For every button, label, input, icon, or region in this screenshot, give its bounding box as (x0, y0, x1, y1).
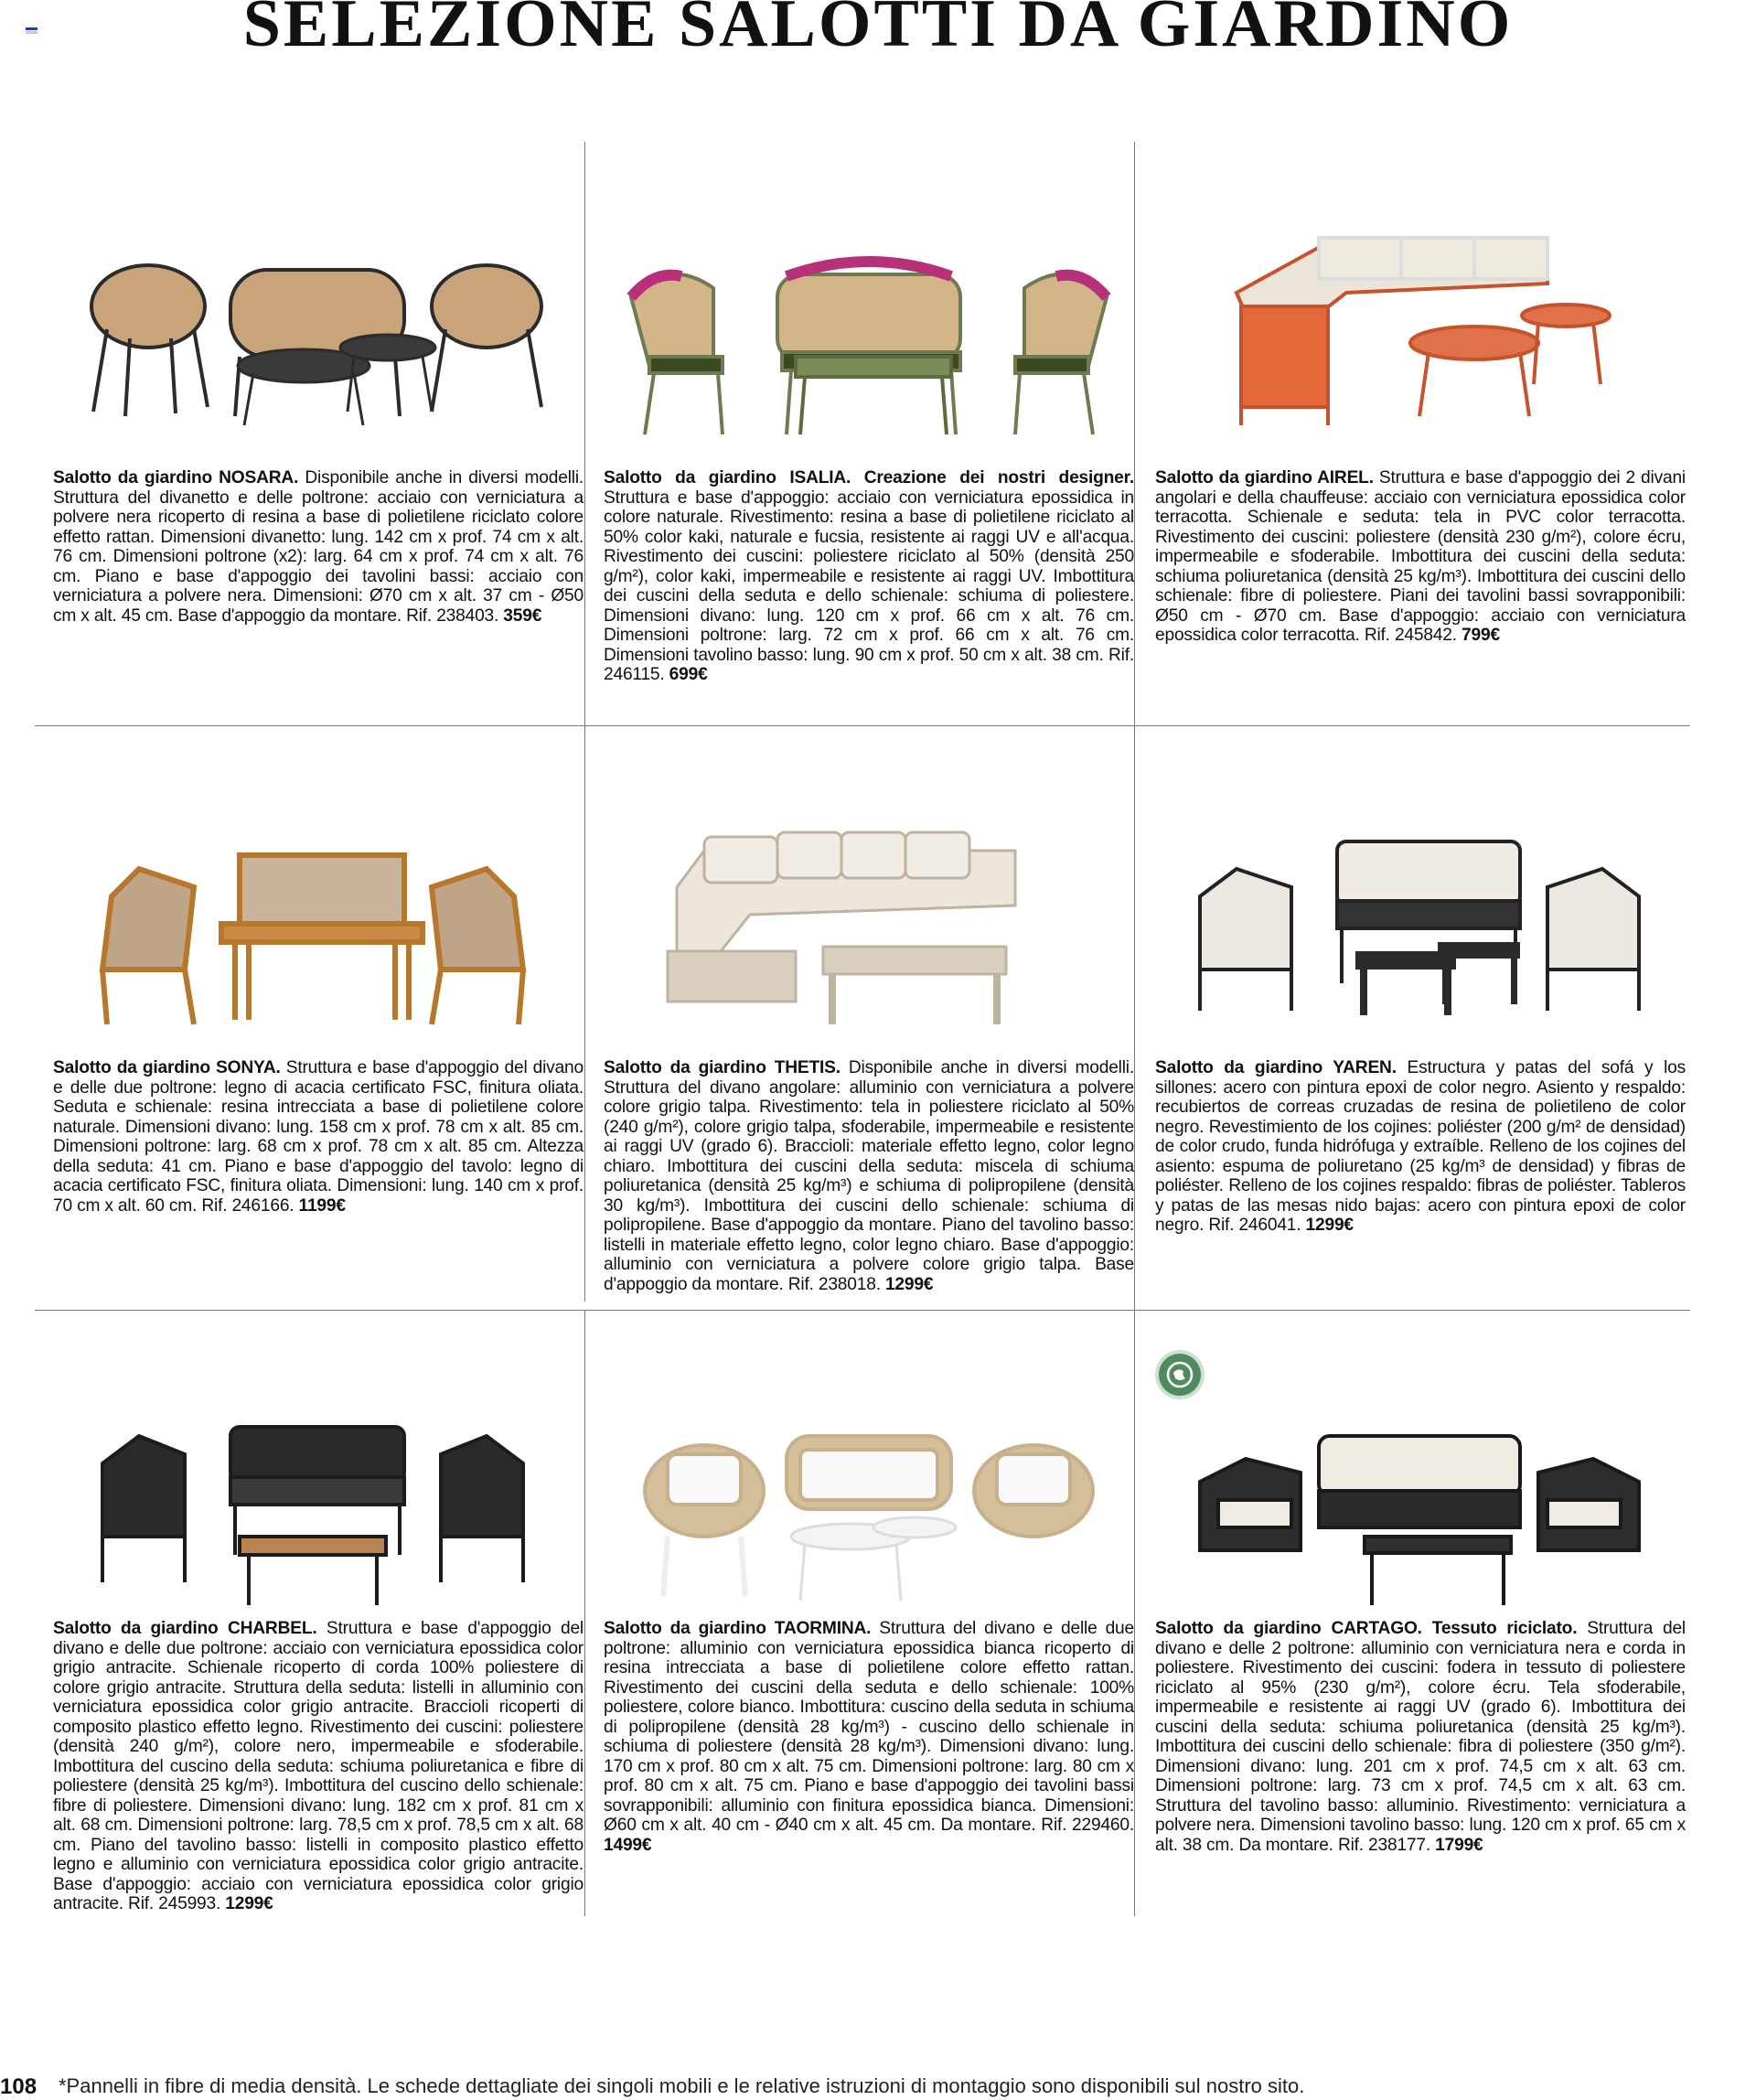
product-image-isalia (604, 210, 1134, 448)
product-description-thetis (604, 1058, 1134, 1294)
product-text: Struttura e base d'appoggio del divano e delle due poltrone: acciaio con verniciatura epossidica color grigio antracite. Schienale ricoperto di corda 100% poliestere di colore grigio antracite. Struttura della seduta: listelli in alluminio con verniciatura epossidica color grigio antracite. Braccioli ricoperti di composito plastico effetto legno. Rivestimento dei cuscini: poliestere (densità 240 g/m²), colore nero, impermeabile e sfoderabile. Imbottitura del cuscino della seduta: schiuma poliuretanica e fibre di poliestere (densità 25 kg/m³). Imbottitura del cuscino dello schienale: fibre di poliestere. Dimensioni divano: lung. 182 cm x prof. 81 cm x alt. 68 cm. Dimensioni poltrone: larg. 78,5 cm x prof. 78,5 cm x alt. 68 cm. Piano del tavolino basso: listelli in composito plastico effetto legno e alluminio con verniciatura epossidica color grigio antracite. Base d'appoggio: acciaio con verniciatura epossidica color grigio antracite. Rif. 245993. (53, 1619, 584, 1913)
product-description-sonya (53, 1058, 584, 1216)
product-image-airel (1154, 210, 1685, 448)
footnote: *Pannelli in fibre di media densità. Le schede dettagliate dei singoli mobili e le relative istruzioni di montaggio sono disponibili sul nostro sito. (59, 2074, 1305, 2097)
column-divider (584, 142, 585, 1302)
product-price: 1799€ (1435, 1835, 1483, 1855)
product-description-isalia (604, 468, 1134, 685)
product-text: Estructura y patas del sofá y los sillones: acero con pintura epoxi de color negro. Asiento y respaldo: recubiertos de correas cruzadas de resina de polietileno de color negro. Revestimiento de los cojines: poliéster (200 g/m² de densidad) de color crudo, funda hidrófuga y extraíble. Relleno de los cojines del asiento: espuma de poliuretano (25 kg/m³ de densidad) y fibras de poliéster. Relleno de los cojines respaldo: fibras de poliéster. Tableros y patas de las mesas nido bajas: acero con pintura epoxi de color negro. Rif. 246041. (1155, 1058, 1686, 1235)
product-text: Struttura del divano e delle due poltrone: alluminio con verniciatura epossidica bianca ricoperto di resina intrecciata a base di polietilene colore effetto rattan. Rivestimento dei cuscini della seduta e dello schienale: 100% poliestere, colore bianco. Imbottitura: cuscino della seduta in schiuma di polipropilene (densità 28 kg/m³) - cuscino dello schienale in schiuma di poliestere (densità 28 kg/m³). Dimensioni divano: lung. 170 cm x prof. 80 cm x alt. 75 cm. Dimensioni poltrone: larg. 80 cm x prof. 80 cm x alt. 75 cm. Piano e base d'appoggio dei tavolini bassi sovrapponibili: alluminio con finitura epossidica bianca. Dimensioni: Ø60 cm x alt. 40 cm - Ø40 cm x alt. 45 cm. Da montare. Rif. 229460. (604, 1619, 1134, 1835)
row-divider (35, 725, 1690, 726)
product-name: Salotto da giardino CHARBEL. (53, 1619, 317, 1638)
product-price: 1199€ (298, 1195, 346, 1216)
product-image-charbel (48, 1390, 578, 1628)
product-text: Disponibile anche in diversi modelli. Struttura del divano angolare: alluminio con verniciatura a polvere colore grigio talpa. Rivestimento: tela in poliestere riciclato al 50% (240 g/m²), colore grigio talpa, sfoderabile, impermeabile e resistente ai raggi UV (grado 6). Braccioli: materiale effetto legno, color legno chiaro. Imbottitura dei cuscini della seduta: miscela di schiuma poliuretanica (densità 25 kg/m³) e schiuma di polipropilene (densità 30 kg/m³). Imbottitura dei cuscini dello schienale: schiuma di polipropilene. Base d'appoggio da montare. Piano del tavolino basso: listelli in materiale effetto legno, color legno chiaro. Base d'appoggio: alluminio con verniciatura a polvere colore grigio talpa. Base d'appoggio da montare. Rif. 238018. (604, 1058, 1134, 1294)
product-price: 799€ (1462, 626, 1500, 645)
product-price: 699€ (669, 665, 708, 684)
product-name: Salotto da giardino SONYA. (53, 1058, 281, 1077)
product-name: Salotto da giardino TAORMINA. (604, 1619, 872, 1638)
column-divider (584, 1310, 585, 1916)
product-price: 1299€ (884, 1274, 934, 1294)
product-description-cartago (1155, 1619, 1686, 1855)
product-image-yaren (1154, 805, 1685, 1043)
product-description-taormina (604, 1619, 1134, 1855)
page-title: SELEZIONE SALOTTI DA GIARDINO (242, 0, 1514, 61)
product-description-yaren (1155, 1058, 1686, 1236)
product-name: Salotto da giardino YAREN. (1155, 1058, 1397, 1077)
product-text: Disponibile anche in diversi modelli. Struttura del divanetto e delle poltrone: acciaio con verniciatura a polvere nera ricoperto di resina a base di polietilene riciclato colore effetto rattan. Dimensioni divanetto: lung. 142 cm x prof. 74 cm x alt. 76 cm. Dimensioni poltrone (x2): larg. 64 cm x prof. 74 cm x alt. 76 cm. Piano e base d'appoggio dei tavolini bassi: acciaio con verniciatura a polvere nera. Dimensioni: Ø70 cm x alt. 37 cm - Ø50 cm x alt. 45 cm. Base d'appoggio da montare. Rif. 238403. (53, 468, 584, 626)
product-text: Struttura e base d'appoggio dei 2 divani angolari e della chauffeuse: acciaio con verniciatura epossidica color terracotta. Schienale e seduta: tela in PVC color terracotta. Rivestimento dei cuscini: poliestere (densità 230 g/m²), colore écru, impermeabile e sfoderabile. Imbottitura dei cuscini della seduta: schiuma poliuretanica (densità 25 kg/m³). Imbottitura dei cuscini dello schienale: fibre di poliestere. Piani dei tavolini bassi sovrapponibili: Ø50 cm - Ø70 cm. Base d'appoggio: acciaio con verniciatura epossidica color terracotta. Rif. 245842. (1155, 468, 1686, 645)
product-description-charbel (53, 1619, 584, 1914)
product-name: Salotto da giardino THETIS. (604, 1058, 841, 1077)
column-divider (1134, 142, 1135, 1916)
product-price: 1299€ (1305, 1216, 1354, 1235)
product-image-taormina (604, 1390, 1134, 1628)
product-price: 1299€ (225, 1894, 273, 1913)
product-image-thetis (604, 805, 1134, 1043)
product-text: Struttura del divano e delle 2 poltrone: alluminio con verniciatura nera e corda in poliestere. Rivestimento dei cuscini: fodera in tessuto di poliestere riciclato al 95% (230 g/m²), colore écru. Tela sfoderabile, impermeabile e resistente ai raggi UV (grado 6). Imbottitura dei cuscini della seduta: schiuma poliuretanica (densità 25 kg/m³). Imbottitura dei cuscini dello schienale: fibra di poliestere (350 g/m²). Dimensioni divano: lung. 201 cm x prof. 74,5 cm x alt. 63 cm. Dimensioni poltrone: larg. 73 cm x prof. 74,5 cm x alt. 63 cm. Struttura del tavolino basso: alluminio. Rivestimento: verniciatura a polvere nera. Dimensioni tavolino basso: lung. 120 cm x prof. 65 cm x alt. 38 cm. Da montare. Rif. 238177. (1155, 1619, 1686, 1855)
row-divider (35, 1310, 1690, 1311)
product-image-cartago (1154, 1390, 1685, 1628)
page-number: 108 (0, 2074, 37, 2099)
product-description-airel (1155, 468, 1686, 646)
product-text: Struttura e base d'appoggio: acciaio con verniciatura epossidica in colore naturale. Rivestimento: resina a base di polietilene riciclato al 50% color kaki, naturale e fucsia, resistente ai raggi UV e all'acqua. Rivestimento dei cuscini: poliestere riciclato al 50% (densità 250 g/m²), color kaki, impermeabile e resistente ai raggi UV. Imbottitura dei cuscini della seduta e dello schienale: schiuma di poliestere. Dimensioni divano: lung. 120 cm x prof. 66 cm x alt. 76 cm. Dimensioni poltrone: larg. 72 cm x prof. 66 cm x alt. 76 cm. Dimensioni tavolino basso: lung. 90 cm x prof. 50 cm x alt. 38 cm. Rif. 246115. (604, 488, 1134, 684)
product-text: Struttura e base d'appoggio del divano e delle due poltrone: legno di acacia certificato FSC, finitura oliata. Seduta e schienale: resina intrecciata a base di polietilene colore naturale. Dimensioni divano: lung. 158 cm x prof. 78 cm x alt. 85 cm. Dimensioni poltrone: larg. 68 cm x prof. 78 cm x alt. 85 cm. Altezza della seduta: 41 cm. Piano e base d'appoggio del tavolo: legno di acacia certificato FSC, finitura oliata. Dimensioni: lung. 140 cm x prof. 70 cm x alt. 60 cm. Rif. 246166. (53, 1058, 584, 1216)
product-name: Salotto da giardino AIREL. (1155, 468, 1374, 488)
product-price: 359€ (503, 605, 542, 626)
product-name: Salotto da giardino NOSARA. (53, 468, 299, 488)
product-image-nosara (48, 210, 578, 448)
product-name: Salotto da giardino ISALIA. Creazione dei nostri designer. (604, 468, 1134, 488)
product-name: Salotto da giardino CARTAGO. Tessuto riciclato. (1155, 1619, 1578, 1638)
product-image-sonya (48, 805, 578, 1043)
product-price: 1499€ (604, 1835, 652, 1855)
product-description-nosara (53, 468, 584, 626)
